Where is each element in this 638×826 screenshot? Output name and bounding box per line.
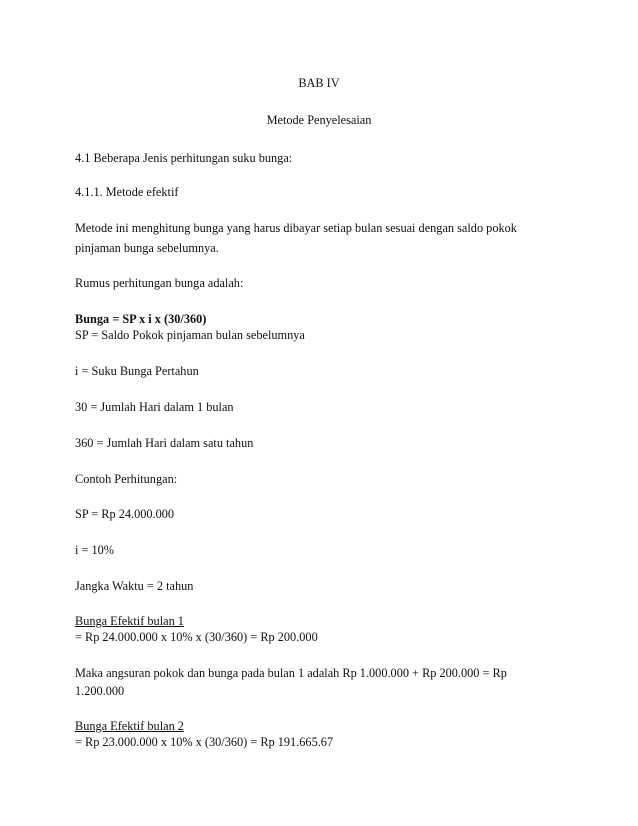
month2-label: Bunga Efektif bulan 2 xyxy=(75,719,184,733)
example-rate: i = 10% xyxy=(75,543,115,557)
month2-calculation: = Rp 23.000.000 x 10% x (30/360) = Rp 191.665.67 xyxy=(75,735,334,749)
definition-30: 30 = Jumlah Hari dalam 1 bulan xyxy=(75,400,234,414)
definition-i: i = Suku Bunga Pertahun xyxy=(75,364,199,378)
example-sp: SP = Rp 24.000.000 xyxy=(75,507,175,521)
formula-main: Bunga = SP x i x (30/360) xyxy=(75,312,207,326)
description-line-1: Metode ini menghitung bunga yang harus dibayar setiap bulan sesuai dengan saldo pokok xyxy=(75,221,517,235)
method-title: 4.1.1. Metode efektif xyxy=(75,185,179,199)
month1-label: Bunga Efektif bulan 1 xyxy=(75,614,184,628)
example-term: Jangka Waktu = 2 tahun xyxy=(75,579,194,593)
chapter-title: Metode Penyelesaian xyxy=(266,113,372,127)
formula-intro: Rumus perhitungan bunga adalah: xyxy=(75,276,244,290)
definition-360: 360 = Jumlah Hari dalam satu tahun xyxy=(75,436,254,450)
subsection-title: 4.1 Beberapa Jenis perhitungan suku bunga: xyxy=(75,151,293,165)
installment-line-1: Maka angsuran pokok dan bunga pada bulan 1 adalah Rp 1.000.000 + Rp 200.000 = Rp xyxy=(75,666,507,680)
month1-calculation: = Rp 24.000.000 x 10% x (30/360) = Rp 200.000 xyxy=(75,630,318,644)
example-title: Contoh Perhitungan: xyxy=(75,472,178,486)
installment-line-2: 1.200.000 xyxy=(75,684,125,698)
chapter-heading: BAB IV xyxy=(298,76,340,90)
definition-sp: SP = Saldo Pokok pinjaman bulan sebelumnya xyxy=(75,328,305,342)
description-line-2: pinjaman bunga sebelumnya. xyxy=(75,241,219,255)
